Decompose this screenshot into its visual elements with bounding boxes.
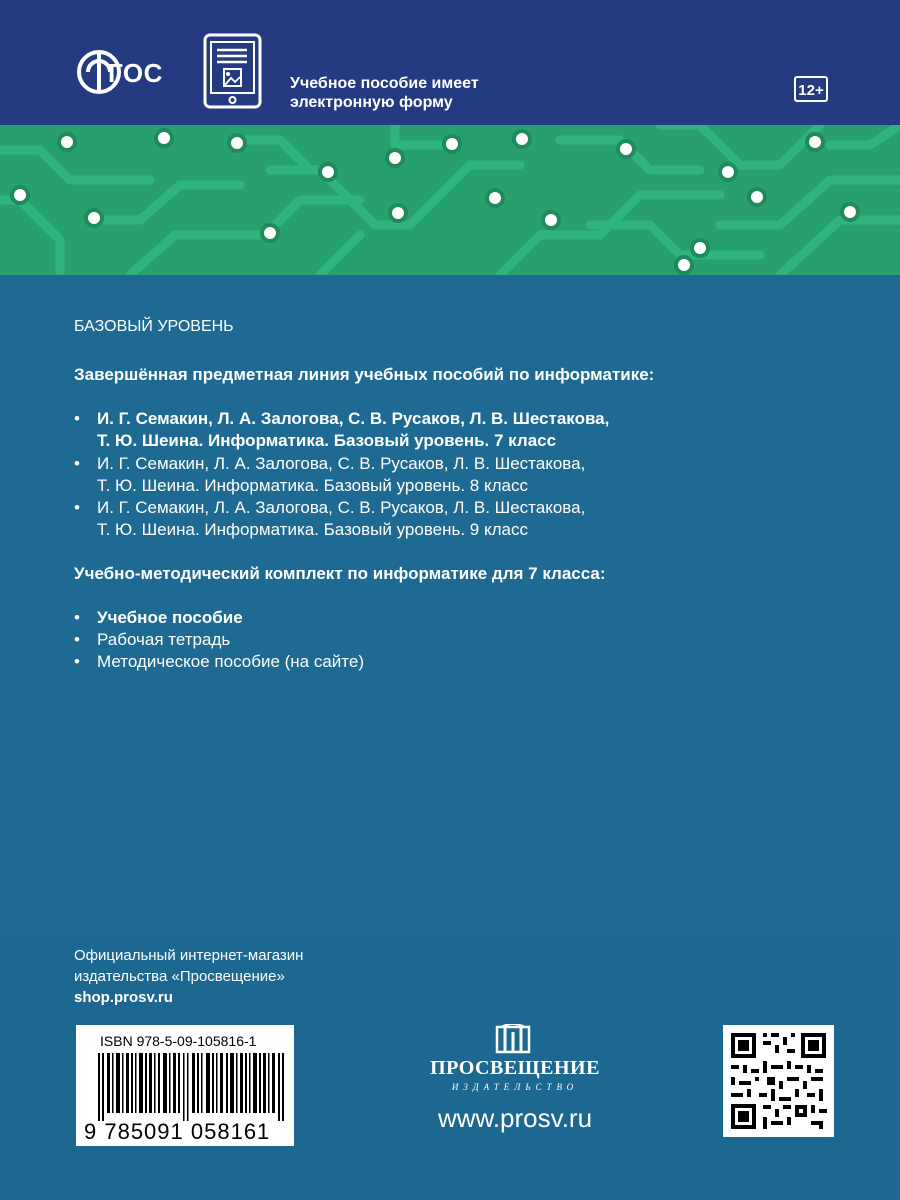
isbn-label: ISBN 978-5-09-105816-1 (100, 1033, 257, 1049)
eform-note-line2: электронную форму (290, 94, 453, 111)
series-item-1-line1: И. Г. Семакин, Л. А. Залогова, С. В. Русаков, Л. В. Шестакова, (97, 409, 610, 428)
series-item-3-line2: Т. Ю. Шеина. Информатика. Базовый уровень. 9 класс (97, 520, 528, 539)
isbn-barcode-box (76, 1025, 294, 1146)
barcode-digits: 9 785091 058161 (84, 1119, 271, 1144)
shop-line2: издательства «Просвещение» (74, 968, 285, 985)
bullet: • (74, 454, 80, 473)
series-item-2-line2: Т. Ю. Шеина. Информатика. Базовый уровень. 8 класс (97, 476, 528, 495)
bullet: • (74, 630, 80, 649)
publisher-url: www.prosv.ru (437, 1103, 593, 1133)
bullet: • (74, 498, 80, 517)
publisher-logo-icon (495, 1024, 531, 1054)
kit-heading: Учебно-методический комплект по информатике для 7 класса: (74, 564, 606, 583)
bullet: • (74, 652, 80, 671)
eform-note-line1: Учебное пособие имеет (290, 75, 479, 92)
age-rating-badge: 12+ (794, 76, 828, 102)
qr-code (723, 1025, 834, 1137)
qr-code-icon (723, 1025, 834, 1137)
publisher-name: ПРОСВЕЩЕНИЕ (430, 1057, 600, 1079)
series-heading: Завершённая предметная линия учебных пособий по информатике: (74, 365, 655, 384)
shop-line1: Официальный интернет-магазин (74, 947, 304, 964)
publisher-subtitle: ИЗДАТЕЛЬСТВО (451, 1082, 579, 1092)
series-item-2-line1: И. Г. Семакин, Л. А. Залогова, С. В. Русаков, Л. В. Шестакова, (97, 454, 586, 473)
series-item-3-line1: И. Г. Семакин, Л. А. Залогова, С. В. Русаков, Л. В. Шестакова, (97, 498, 586, 517)
top-band (0, 0, 900, 125)
circuit-board-decoration (0, 125, 900, 275)
bullet: • (74, 409, 80, 428)
kit-item-1: Учебное пособие (97, 608, 243, 627)
series-item-1-line2: Т. Ю. Шеина. Информатика. Базовый уровень. 7 класс (97, 431, 557, 450)
kit-item-2: Рабочая тетрадь (97, 630, 231, 649)
tablet-icon (203, 33, 262, 109)
fgos-logo-text: ГОС (108, 58, 163, 88)
level-label: БАЗОВЫЙ УРОВЕНЬ (74, 318, 234, 335)
kit-item-3: Методическое пособие (на сайте) (97, 652, 365, 671)
barcode-icon (98, 1053, 284, 1121)
bullet: • (74, 608, 80, 627)
shop-url: shop.prosv.ru (74, 989, 173, 1006)
